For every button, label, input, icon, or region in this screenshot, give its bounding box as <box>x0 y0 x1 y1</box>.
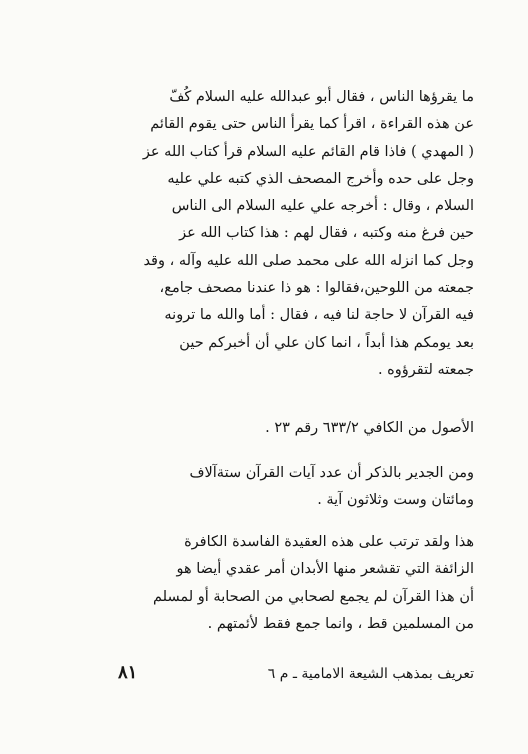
text-line: حين فرغ منه وكتبه ، فقال لهم : هذا كتاب الله عز <box>179 225 474 242</box>
page-footer <box>58 662 474 692</box>
text-line: وجل كما انزله الله على محمد صلى الله عليه وآله ، وقد <box>143 252 474 269</box>
text-line: بعد يومكم هذا أبداً ، انما كان علي أن أخبركم حين <box>179 334 474 351</box>
text-line: ومائتان وست وثلاثون آية . <box>317 492 474 509</box>
text-line: ما يقرؤها الناس ، فقال أبو عبدالله عليه السلام كُفّ <box>169 89 474 105</box>
text-line: ومن الجدير بالذكر أن عدد آيات القرآن ستةآلاف <box>189 465 474 481</box>
page-number: ٨١ <box>118 662 138 683</box>
text-line: من المسلمين قط ، وانما جمع فقط لأئمتهم . <box>207 615 474 632</box>
citation-line <box>58 415 474 442</box>
paragraph-verse-count <box>58 460 474 515</box>
text-line: جمعته لتقرؤوه . <box>377 361 474 378</box>
text-line: الزائفة التي تقشعر منها الأبدان أمر عقدي أيضا هو <box>176 561 474 578</box>
paragraph-conclusion <box>58 529 474 638</box>
text-line: السلام ، وقال : أخرجه علي عليه السلام الى الناس <box>171 198 474 215</box>
running-title: تعريف بمذهب الشيعة الامامية ـ م ٦ <box>267 666 474 682</box>
text-line: هذا ولقد ترتب على هذه العقيدة الفاسدة الكافرة <box>184 534 474 550</box>
text-line: عن هذه القراءة ، اقرأ كما يقرأ الناس حتى يقوم القائم <box>150 116 474 133</box>
text-line: أن هذا القرآن لم يجمع لصحابي من الصحابة أو لمسلم <box>153 588 474 605</box>
paragraph-hadith <box>58 84 474 384</box>
text-line: وجل على حده وأخرج المصحف الذي كتبه علي عليه <box>167 170 474 187</box>
text-line: جمعته من اللوحين،فقالوا : هو ذا عندنا مصحف جامع، <box>159 280 474 297</box>
text-line: ( المهدي ) فاذا قام القائم عليه السلام قرأ كتاب الله عز <box>142 143 474 160</box>
citation-text: الأصول من الكافي ٦٣٣/٢ رقم ٢٣ . <box>265 420 474 436</box>
text-line: فيه القرآن لا حاجة لنا فيه ، فقال : أما والله ما ترونه <box>164 307 474 324</box>
